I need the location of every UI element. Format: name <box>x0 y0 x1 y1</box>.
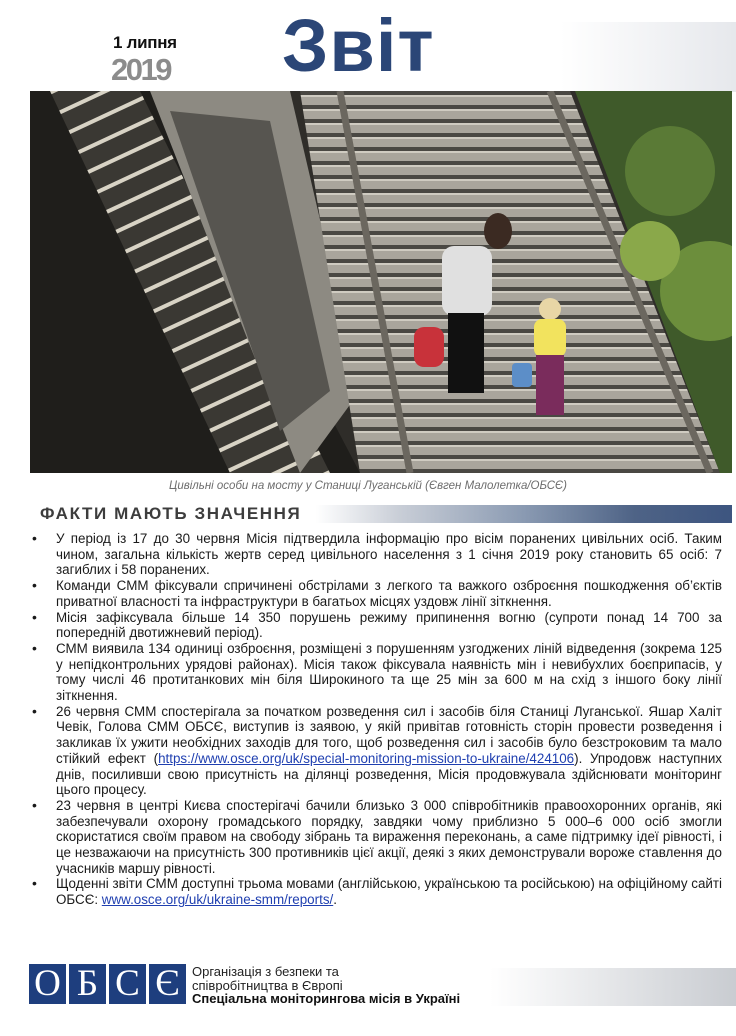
fact-text-before: 26 червня СММ спостерігала за початком розведення сил і засобів біля Станиці Луганської. Яшар Халіт Чевік, Голова СММ ОБСЄ, виступив із заявою, у якій привітав готовність сторін провести розведення і закликав їх ужити необхідних заходів для того, щоб розведення сил і засобів було безстроковим та мало стійкий ефект ( <box>56 703 722 766</box>
footer-gradient <box>490 968 736 1006</box>
facts-list <box>30 531 722 908</box>
bullet-icon: • <box>32 530 37 546</box>
bullet-icon: • <box>32 875 37 892</box>
logo-letter: О <box>29 964 66 1004</box>
organization-name <box>192 965 460 1006</box>
fact-item <box>30 531 722 578</box>
fact-item <box>30 876 722 907</box>
fact-text-after: ). Упродовж наступних днів, посиливши свою присутність на ділянці розведення, Місія продовжувала здійснювати моніторинг цього процесу. <box>56 750 722 798</box>
page-title: Звіт <box>282 4 435 87</box>
fact-item <box>30 704 722 798</box>
bullet-icon: • <box>32 577 37 594</box>
header-gradient <box>560 22 736 92</box>
bullet-icon: • <box>32 796 37 813</box>
fact-text-after: . <box>333 892 337 908</box>
osce-logo <box>29 964 186 1004</box>
fact-text: 23 червня в центрі Києва спостерігачі бачили близько 3 000 співробітників правоохоронних органів, які забезпечували охорону громадського порядку, завдяки чому приблизно 5 000–6 000 осіб змогли скористатися своїм правом на свободу зібрань та вираження переконань, а саме підтримку ідеї рівності, і це незважаючи на присутність 300 противників цієї акції, деякі з яких демонстрували вороже ставлення до учасників маршу рівності. <box>56 797 722 876</box>
fact-item <box>30 798 722 877</box>
fact-item <box>30 641 722 704</box>
photo-caption: Цивільні особи на мосту у Станиці Луганській (Євген Малолетка/ОБСЄ) <box>168 480 567 492</box>
section-title <box>40 504 301 524</box>
logo-letter: Б <box>69 964 106 1004</box>
photo-civilians-on-bridge <box>30 91 732 473</box>
fact-text: СММ виявила 134 одиниці озброєння, розміщені з порушенням узгоджених ліній відведення (зокрема 125 у непідконтрольних урядові районах). Місія також фіксувала наявність мін і невибухлих боєприпасів, у тому числі 46 протитанкових мін біля Широкиного та ще 25 мін за 600 м на схід з іншого боку лінії зіткнення. <box>56 640 722 704</box>
photo-illustration <box>30 91 732 473</box>
logo-letter: Є <box>149 964 186 1004</box>
report-date: 1 липня <box>113 33 177 52</box>
fact-text: Команди СММ фіксували спричинені обстрілами з легкого та важкого озброєння пошкодження об’єктів приватної власності та інфраструктури в багатьох місцях уздовж лінії зіткнення. <box>56 578 722 609</box>
report-year: 2019 <box>111 52 170 87</box>
statement-link[interactable]: https://www.osce.org/uk/special-monitoring-mission-to-ukraine/424106 <box>158 750 575 766</box>
fact-text: У період із 17 до 30 червня Місія підтвердила інформацію про вісім поранених цивільних осіб. Таким чином, загальна кількість жертв серед цивільного населення з 1 січня 2019 року становить 65 осіб: 7 загиблих і 58 поранених. <box>56 531 722 578</box>
fact-text: Місія зафіксувала більше 14 350 порушень режиму припинення вогню (супроти понад 14 700 за попередній двотижневий період). <box>56 609 722 641</box>
bullet-icon: • <box>32 702 37 719</box>
reports-link[interactable]: www.osce.org/uk/ukraine-smm/reports/ <box>101 892 334 908</box>
section-title-text: ФАКТИ МАЮТЬ ЗНАЧЕННЯ <box>40 504 302 523</box>
fact-item <box>30 578 722 609</box>
mission-name: Спеціальна моніторингова місія в Україні <box>192 991 461 1006</box>
org-line-1: Організація з безпеки та <box>192 964 339 979</box>
bullet-icon: • <box>32 639 37 656</box>
bullet-icon: • <box>32 608 37 625</box>
fact-text-before: Щоденні звіти СММ доступні трьома мовами (англійською, українською та російською) на офіційному сайті ОБСЄ: <box>56 876 722 908</box>
fact-item <box>30 610 722 641</box>
org-line-2: співробітництва в Європі <box>192 977 343 993</box>
logo-letter: С <box>109 964 146 1004</box>
